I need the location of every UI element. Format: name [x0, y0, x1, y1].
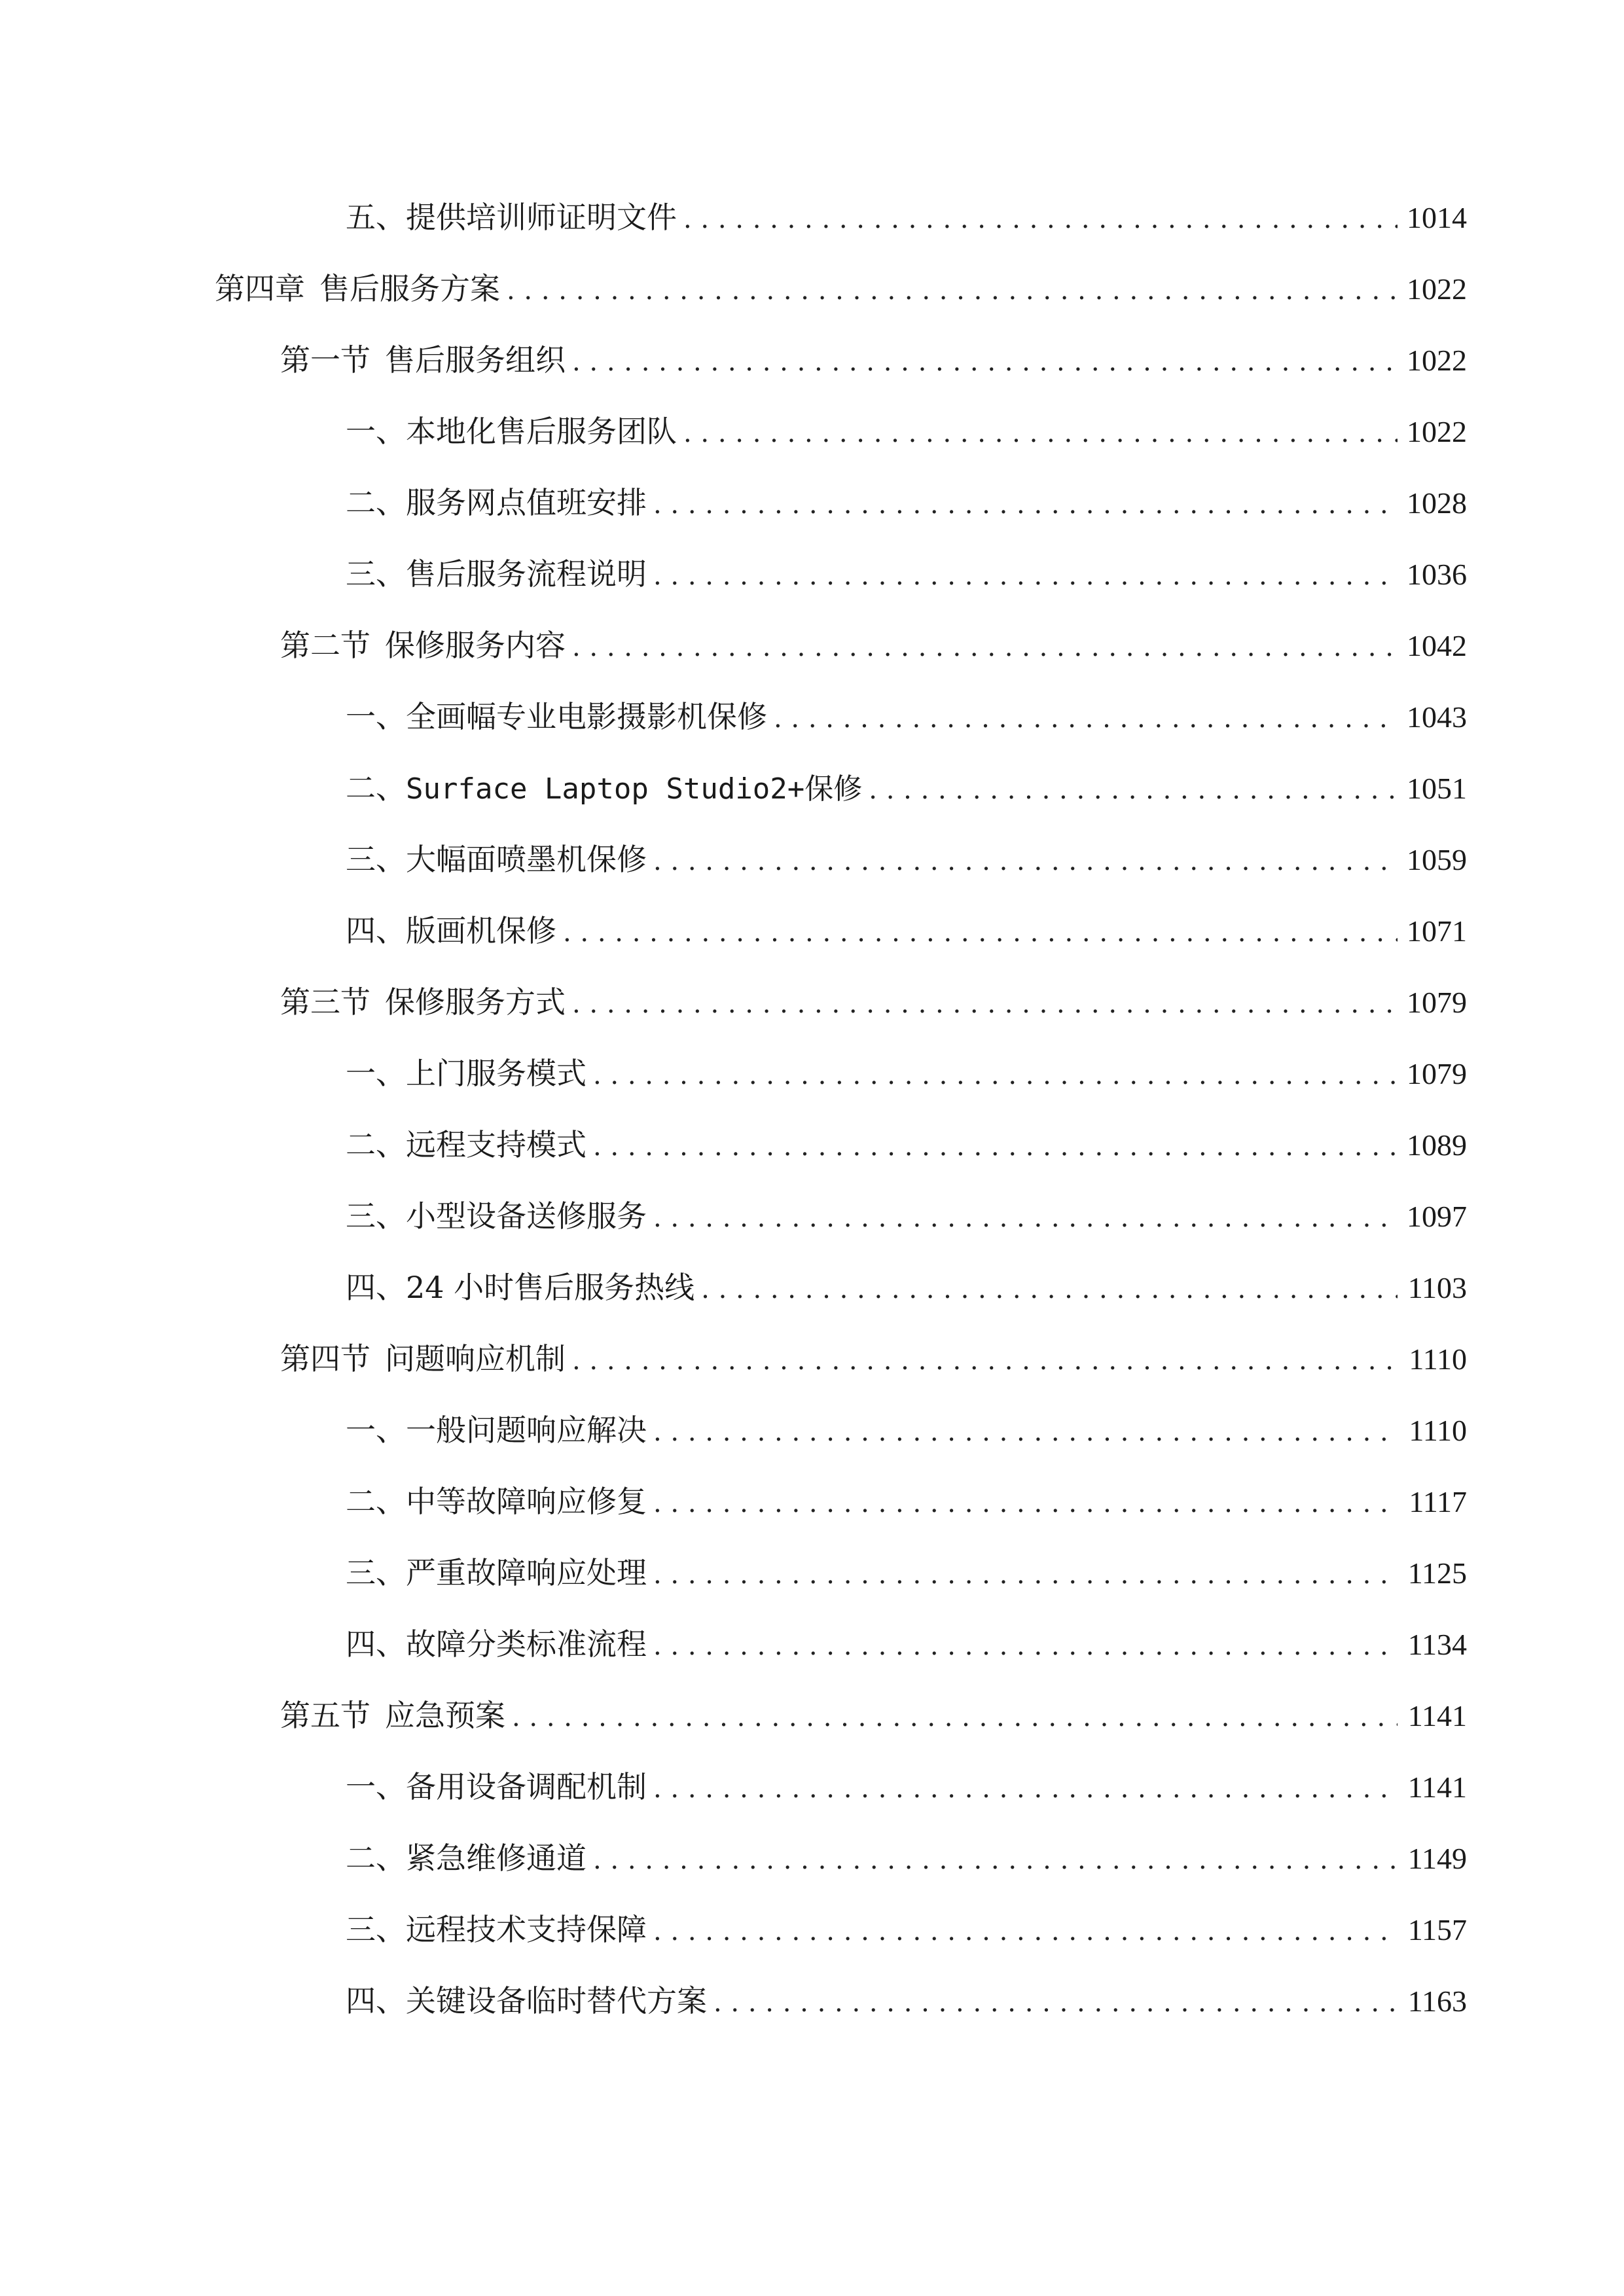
toc-entry-title: 大幅面喷墨机保修 — [406, 842, 647, 877]
toc-entry[interactable] — [346, 1122, 1467, 1168]
toc-entry-number: 第五节 — [280, 1698, 370, 1733]
toc-entry-title: 服务网点值班安排 — [406, 485, 647, 520]
toc-entry-title: Surface Laptop Studio2+保修 — [406, 772, 863, 806]
toc-entry[interactable] — [346, 551, 1467, 597]
toc-entry-section[interactable] — [280, 337, 1467, 383]
dot-leader — [653, 553, 1398, 599]
toc-entry-title: 售后服务组织 — [385, 342, 566, 378]
toc-entry-title: 中等故障响应修复 — [406, 1484, 647, 1519]
toc-entry[interactable] — [346, 1764, 1467, 1810]
dot-leader — [653, 1195, 1398, 1241]
toc-entry-page: 1134 — [1407, 1628, 1467, 1661]
dot-leader — [713, 1980, 1398, 2026]
toc-entry[interactable] — [346, 1621, 1467, 1667]
toc-entry[interactable] — [346, 1907, 1467, 1952]
toc-entry-number: 第四章 — [215, 271, 305, 306]
toc-entry-title: 售后服务流程说明 — [406, 556, 647, 592]
toc-entry-title: 备用设备调配机制 — [406, 1769, 647, 1804]
toc-entry-page: 1103 — [1407, 1271, 1467, 1304]
dot-leader — [572, 339, 1398, 385]
toc-entry-title: 提供培训师证明文件 — [406, 200, 677, 235]
toc-entry-chapter[interactable] — [215, 266, 1467, 312]
toc-entry-number: 第四节 — [280, 1341, 370, 1376]
toc-entry-page: 1079 — [1407, 986, 1467, 1019]
dot-leader — [572, 1338, 1398, 1384]
toc-entry-page: 1110 — [1409, 1414, 1467, 1447]
toc-entry-number: 二、 — [346, 1484, 406, 1519]
toc-entry-page: 1097 — [1407, 1200, 1467, 1233]
dot-leader — [593, 1837, 1398, 1883]
toc-entry-number: 一、 — [346, 414, 406, 449]
toc-entry-section[interactable] — [280, 622, 1467, 668]
dot-leader — [507, 268, 1398, 314]
toc-entry-page: 1043 — [1407, 700, 1467, 734]
toc-entry-page: 1022 — [1407, 344, 1467, 377]
toc-entry[interactable] — [346, 1835, 1467, 1881]
toc-entry[interactable] — [346, 1050, 1467, 1096]
toc-entry[interactable] — [346, 1479, 1467, 1524]
toc-entry-number: 一、 — [346, 1769, 406, 1804]
toc-entry[interactable] — [346, 480, 1467, 526]
toc-entry-number: 四、 — [346, 1270, 406, 1305]
toc-entry[interactable] — [346, 1193, 1467, 1239]
dot-leader — [683, 196, 1398, 242]
toc-entry-number: 三、 — [346, 1555, 406, 1590]
toc-entry-number: 一、 — [346, 1056, 406, 1091]
dot-leader — [593, 1052, 1398, 1098]
toc-entry-title: 小型设备送修服务 — [406, 1198, 647, 1234]
toc-entry-title: 版画机保修 — [406, 913, 556, 948]
dot-leader — [563, 910, 1398, 956]
toc-entry-page: 1071 — [1407, 914, 1467, 948]
toc-entry-title: 一般问题响应解决 — [406, 1412, 647, 1448]
toc-entry-title: 售后服务方案 — [319, 271, 500, 306]
dot-leader — [572, 624, 1398, 670]
toc-entry-number: 一、 — [346, 699, 406, 734]
toc-entry-page: 1051 — [1407, 772, 1467, 805]
toc-entry-section[interactable] — [280, 1336, 1467, 1382]
toc-entry-number: 三、 — [346, 1198, 406, 1234]
dot-leader — [653, 838, 1398, 884]
toc-entry-page: 1028 — [1407, 486, 1467, 520]
toc-entry-title: 问题响应机制 — [385, 1341, 566, 1376]
toc-entry-title: 远程支持模式 — [406, 1127, 586, 1162]
toc-entry-page: 1089 — [1407, 1128, 1467, 1162]
toc-entry-number: 四、 — [346, 1626, 406, 1662]
toc-entry-title: 应急预案 — [385, 1698, 505, 1733]
toc-entry-number: 二、 — [346, 1840, 406, 1876]
dot-leader — [593, 1124, 1398, 1170]
dot-leader — [653, 482, 1398, 528]
dot-leader — [653, 1409, 1398, 1455]
toc-entry[interactable] — [346, 765, 1467, 811]
dot-leader — [653, 1552, 1398, 1598]
toc-entry[interactable] — [346, 194, 1467, 240]
dot-leader — [683, 410, 1398, 456]
toc-entry-number: 二、 — [346, 485, 406, 520]
toc-entry-section[interactable] — [280, 1693, 1467, 1738]
toc-entry-number: 五、 — [346, 200, 406, 235]
toc-entry-section[interactable] — [280, 979, 1467, 1025]
toc-entry-page: 1059 — [1407, 843, 1467, 876]
toc-entry-page: 1042 — [1407, 629, 1467, 662]
toc-entry-page: 1022 — [1407, 415, 1467, 448]
toc-entry[interactable] — [346, 1265, 1467, 1310]
toc-entry[interactable] — [346, 1978, 1467, 2024]
toc-entry-title: 24 小时售后服务热线 — [406, 1270, 695, 1305]
dot-leader — [653, 1909, 1398, 1954]
toc-entry[interactable] — [346, 694, 1467, 740]
toc-entry-number: 二、 — [346, 770, 406, 806]
toc-entry-title: 本地化售后服务团队 — [406, 414, 677, 449]
dot-leader — [572, 981, 1398, 1027]
toc-entry-title: 保修服务方式 — [385, 984, 566, 1020]
toc-entry-page: 1079 — [1407, 1057, 1467, 1090]
toc-entry-title: 上门服务模式 — [406, 1056, 586, 1091]
toc-entry-number: 第一节 — [280, 342, 370, 378]
dot-leader — [701, 1266, 1398, 1312]
toc-entry-title: 全画幅专业电影摄影机保修 — [406, 699, 767, 734]
toc-entry-page: 1110 — [1409, 1342, 1467, 1376]
toc-entry[interactable] — [346, 1550, 1467, 1596]
toc-entry-page: 1014 — [1407, 201, 1467, 234]
toc-entry-number: 三、 — [346, 1912, 406, 1947]
toc-entry-number: 四、 — [346, 913, 406, 948]
toc-entry-title: 紧急维修通道 — [406, 1840, 586, 1876]
toc-entry-number: 第二节 — [280, 628, 370, 663]
toc-entry-number: 二、 — [346, 1127, 406, 1162]
toc-entry[interactable] — [346, 1407, 1467, 1453]
toc-entry[interactable] — [346, 908, 1467, 954]
toc-entry-number: 三、 — [346, 842, 406, 877]
toc-entry-page: 1022 — [1407, 272, 1467, 306]
toc-entry-title: 关键设备临时替代方案 — [406, 1983, 707, 2018]
toc-entry-page: 1163 — [1407, 1984, 1467, 2018]
dot-leader — [512, 1695, 1398, 1740]
toc-entry-number: 四、 — [346, 1983, 406, 2018]
toc-entry-page: 1149 — [1407, 1842, 1467, 1875]
dot-leader — [653, 1623, 1398, 1669]
toc-entry-number: 三、 — [346, 556, 406, 592]
toc-entry-title: 故障分类标准流程 — [406, 1626, 647, 1662]
toc-entry-page: 1117 — [1409, 1485, 1467, 1518]
toc-entry-page: 1141 — [1407, 1770, 1467, 1804]
toc-entry-page: 1157 — [1407, 1913, 1467, 1946]
dot-leader — [869, 767, 1398, 813]
toc-entry-title: 严重故障响应处理 — [406, 1555, 647, 1590]
toc-entry-title: 远程技术支持保障 — [406, 1912, 647, 1947]
dot-leader — [653, 1766, 1398, 1812]
toc-entry-page: 1125 — [1407, 1556, 1467, 1590]
toc-entry[interactable] — [346, 408, 1467, 454]
toc-entry-page: 1141 — [1407, 1699, 1467, 1732]
toc-entry[interactable] — [346, 836, 1467, 882]
dot-leader — [653, 1480, 1398, 1526]
toc-entry-page: 1036 — [1407, 558, 1467, 591]
dot-leader — [774, 696, 1398, 742]
toc-entry-number: 一、 — [346, 1412, 406, 1448]
toc-entry-number: 第三节 — [280, 984, 370, 1020]
toc-entry-title: 保修服务内容 — [385, 628, 566, 663]
